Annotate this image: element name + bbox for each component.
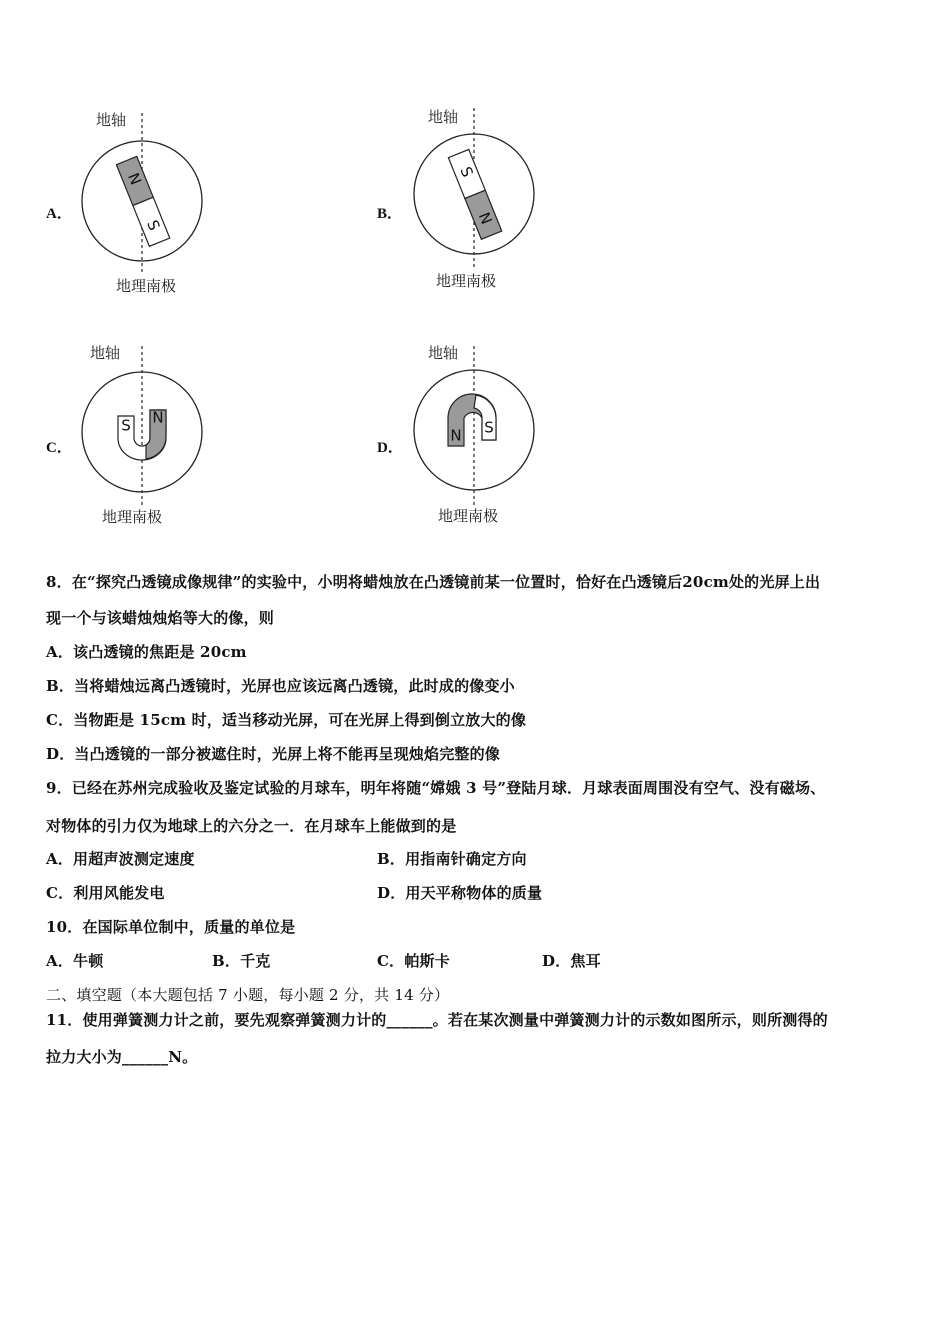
pole-left-label: S <box>121 416 131 435</box>
pole-bottom-label: N <box>474 209 496 227</box>
figure-b-letter: B． <box>377 206 403 222</box>
horseshoe-magnet-icon <box>448 394 496 446</box>
q8-stem-line1: 8．在“探究凸透镜成像规律”的实验中，小明将蜡烛放在凸透镜前某一位置时，恰好在凸透镜后20cm处的光屏上出 <box>46 573 821 591</box>
pole-right-label: N <box>152 408 164 427</box>
q9-stem-line1: 9．已经在苏州完成验收及鉴定试验的月球车，明年将随“嫦娥 3 号”登陆月球．月球表面周围没有空气、没有磁场、 <box>46 779 826 797</box>
figure-c-bottom-label: 地理南极 <box>102 508 163 526</box>
q9-stem-line2: 对物体的引力仅为地球上的六分之一．在月球车上能做到的是 <box>46 817 457 835</box>
figure-d-letter: D． <box>377 440 403 456</box>
figure-a-bottom-label: 地理南极 <box>116 277 177 295</box>
q11-stem-line1: 11．使用弹簧测力计之前，要先观察弹簧测力计的______。若在某次测量中弹簧测力计的示数如图所示，则所测得的 <box>46 1011 828 1029</box>
q10-option-b: B．千克 <box>212 952 271 970</box>
pole-top-label: N <box>124 170 145 188</box>
figure-c-top-label: 地轴 <box>90 344 121 362</box>
pole-right-label: S <box>484 418 494 437</box>
figure-a-top-label: 地轴 <box>96 111 127 129</box>
q10-option-c: C．帕斯卡 <box>377 952 450 970</box>
figure-b-bottom-label: 地理南极 <box>436 272 497 290</box>
q9-option-c: C．利用风能发电 <box>46 884 165 902</box>
figure-a-letter: A． <box>46 206 72 222</box>
q8-stem-line2: 现一个与该蜡烛烛焰等大的像，则 <box>46 609 275 627</box>
q8-option-c: C．当物距是 15cm 时，适当移动光屏，可在光屏上得到倒立放大的像 <box>46 711 527 729</box>
q10-stem: 10．在国际单位制中，质量的单位是 <box>46 918 296 936</box>
q8-option-a: A．该凸透镜的焦距是 20cm <box>46 643 247 661</box>
q10-option-d: D．焦耳 <box>542 952 601 970</box>
pole-bottom-label: S <box>143 217 164 234</box>
q9-option-a: A．用超声波测定速度 <box>46 850 195 868</box>
figure-d-top-label: 地轴 <box>428 344 459 362</box>
figure-b-top-label: 地轴 <box>428 108 459 126</box>
q9-option-b: B．用指南针确定方向 <box>377 850 527 868</box>
q10-option-a: A．牛顿 <box>46 952 104 970</box>
figure-c-letter: C． <box>46 440 72 456</box>
bar-magnet-icon <box>116 156 169 246</box>
section2-heading: 二、填空题（本大题包括 7 小题，每小题 2 分，共 14 分） <box>46 986 450 1004</box>
horseshoe-magnet-icon <box>118 409 166 461</box>
pole-top-label: S <box>456 164 477 180</box>
q8-option-b: B．当将蜡烛远离凸透镜时，光屏也应该远离凸透镜，此时成的像变小 <box>46 677 515 695</box>
figure-d-bottom-label: 地理南极 <box>438 507 499 525</box>
q11-stem-line2: 拉力大小为______N。 <box>46 1048 198 1066</box>
bar-magnet-icon <box>448 149 501 239</box>
q9-option-d: D．用天平称物体的质量 <box>377 884 543 902</box>
q8-option-d: D．当凸透镜的一部分被遮住时，光屏上将不能再呈现烛焰完整的像 <box>46 745 501 763</box>
pole-left-label: N <box>450 426 462 445</box>
